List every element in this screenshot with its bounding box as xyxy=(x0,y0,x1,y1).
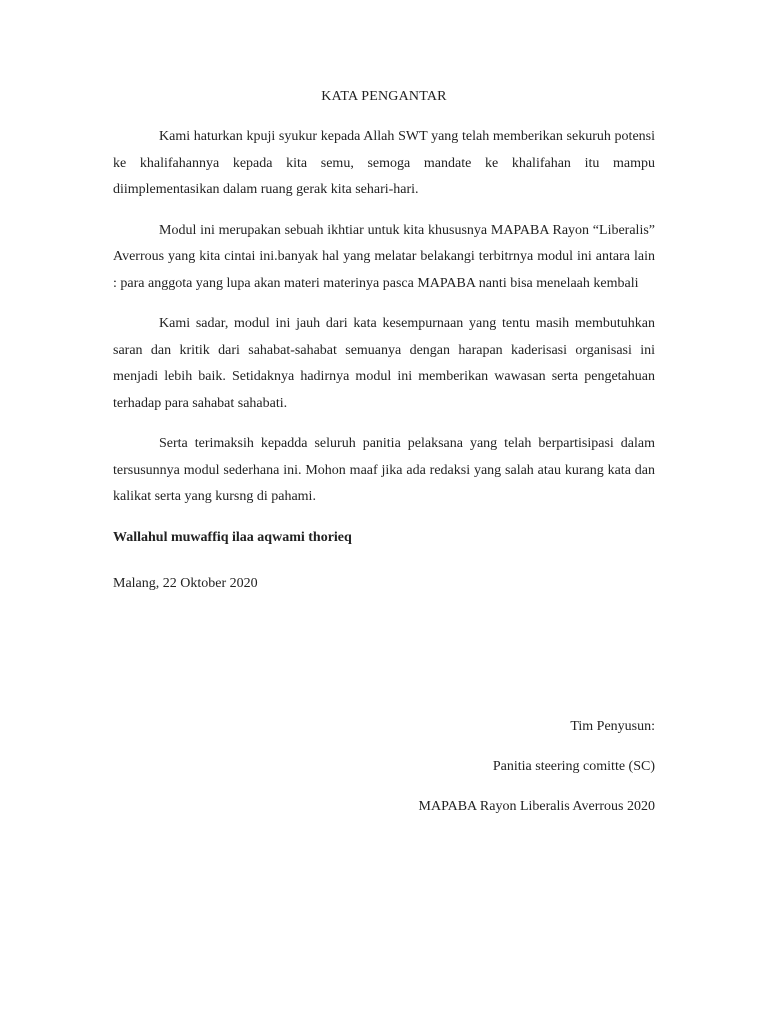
paragraph-2: Modul ini merupakan sebuah ikhtiar untuk kita khususnya MAPABA Rayon “Liberalis” Averrous yang kita cintai ini.banyak hal yang melatar belakangi terbitrnya modul ini antara lain : para anggota yang lupa akan materi materinya pasca MAPABA nanti bisa menelaah kembali xyxy=(113,222,655,291)
page-title: KATA PENGANTAR xyxy=(321,89,447,104)
document-body xyxy=(113,90,655,597)
signature-line-team: Tim Penyusun: xyxy=(570,719,655,734)
date-line: Malang, 22 Oktober 2020 xyxy=(113,575,258,591)
signature-line-organization: MAPABA Rayon Liberalis Averrous 2020 xyxy=(418,799,655,814)
signature-line-committee: Panitia steering comitte (SC) xyxy=(492,759,655,774)
closing-phrase: Wallahul muwaffiq ilaa aqwami thorieq xyxy=(113,529,352,545)
signature-block xyxy=(419,714,655,834)
paragraph-1: Kami haturkan kpuji syukur kepada Allah SWT yang telah memberikan sekuruh potensi ke khalifahannya kepada kita semu, semoga mandate ke khalifahan itu mampu diimplementasikan dalam ruang gerak kita sehari-hari. xyxy=(113,129,655,197)
paragraph-4: Serta terimaksih kepadda seluruh panitia pelaksana yang telah berpartisipasi dalam tersusunnya modul sederhana ini. Mohon maaf jika ada redaksi yang salah atau kurang kata dan kalikat serta yang kursng di pahami. xyxy=(113,436,655,504)
paragraph-3: Kami sadar, modul ini jauh dari kata kesempurnaan yang tentu masih membutuhkan saran dan kritik dari sahabat-sahabat semuanya dengan harapan kaderisasi organisasi ini menjadi lebih baik. Setidaknya hadirnya modul ini memberikan wawasan serta pengetahuan terhadap para sahabat sahabati. xyxy=(113,316,655,411)
